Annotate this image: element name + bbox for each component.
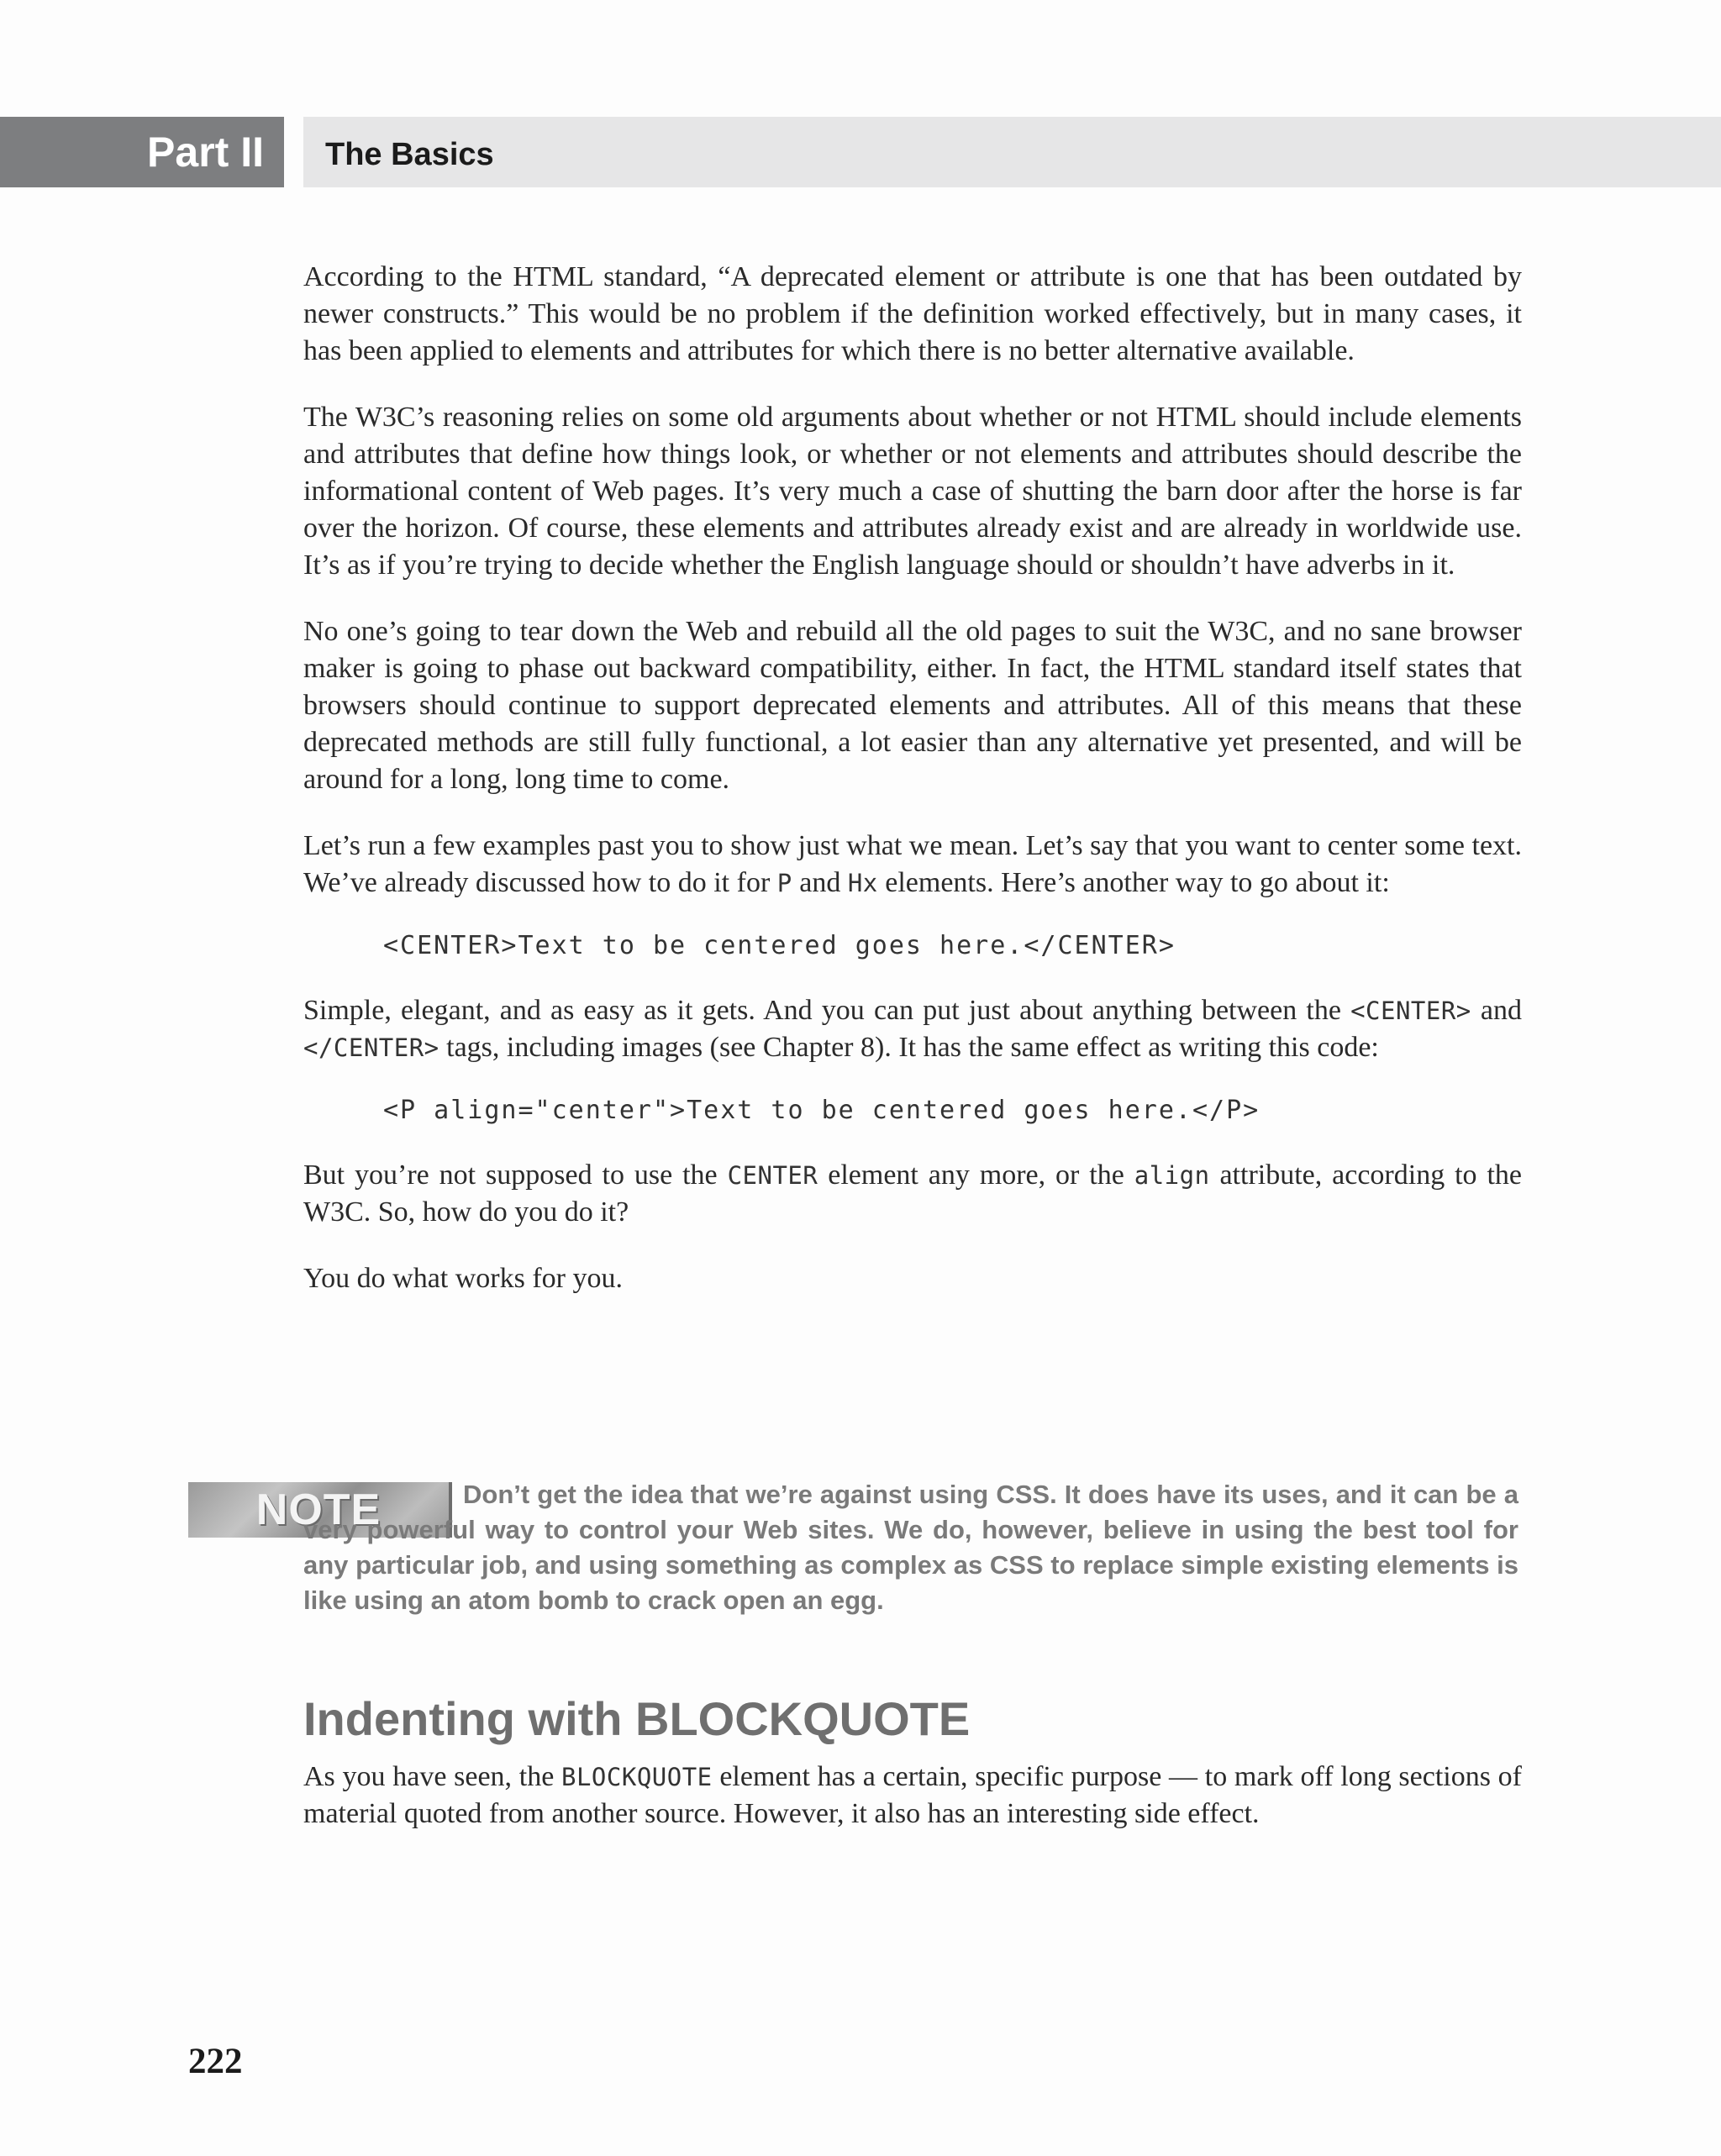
main-text xyxy=(303,259,1522,1327)
text-run: tags, including images (see Chapter 8). It has the same effect as writing this code: xyxy=(439,1032,1379,1063)
paragraph-w3c-reasoning: The W3C’s reasoning relies on some old arguments about whether or not HTML should include elements and attributes that define how things look, or whether or not elements and attributes should describe the informational content of Web pages. It’s very much a case of shutting the barn door after the horse is far over the horizon. Of course, these elements and attributes already exist and are already in worldwide use. It’s as if you’re trying to decide whether the English language should or shouldn’t have adverbs in it. xyxy=(303,402,1522,581)
section-heading: Indenting with BLOCKQUOTE xyxy=(303,1692,971,1745)
paragraph-not-supposed xyxy=(303,1157,1522,1231)
paragraph-deprecated-definition: According to the HTML standard, “A deprecated element or attribute is one that has been outdated by newer constructs.” This would be no problem if the definition worked effectively, but in many cases, it has been applied to elements and attributes for which there is no better alternative available. xyxy=(303,261,1522,366)
inline-code: BLOCKQUOTE xyxy=(561,1763,713,1791)
inline-code: P xyxy=(776,869,792,897)
inline-code: <CENTER> xyxy=(1350,996,1471,1025)
text-run: element any more, or the xyxy=(818,1160,1134,1191)
running-header xyxy=(303,117,1721,187)
inline-code: CENTER xyxy=(727,1161,818,1190)
code-example-align: <P align="center">Text to be centered goes here.</P> xyxy=(383,1096,1260,1125)
text-run: Let’s run a few examples past you to show just what we mean. Let’s say that you want to center some text. We’ve already discussed how to do it for xyxy=(303,830,1522,898)
text-run: attribute, according to the W3C. So, how do you do it? xyxy=(303,1160,1523,1228)
text-run: elements. Here’s another way to go about it: xyxy=(877,867,1390,898)
paragraph-what-works: You do what works for you. xyxy=(303,1263,623,1294)
part-label-tab xyxy=(0,117,284,187)
text-run: But you’re not supposed to use the xyxy=(303,1160,728,1191)
inline-code: </CENTER> xyxy=(303,1033,439,1062)
paragraph-backward-compatibility: No one’s going to tear down the Web and rebuild all the old pages to suit the W3C, and no sane browser maker is going to phase out backward compatibility, either. In fact, the HTML standard itself states that browsers should continue to support deprecated elements and attributes. All of this means that these deprecated methods are still fully functional, a lot easier than any alternative yet presented, and will be around for a long, long time to come. xyxy=(303,616,1522,795)
text-run: element has a certain, specific purpose — to mark off long sections of material quoted from another source. However, it also has an interesting side effect. xyxy=(303,1761,1522,1829)
page-number: 222 xyxy=(188,2042,243,2081)
text-run: and xyxy=(792,867,848,898)
note-text: Don’t get the idea that we’re against using CSS. It does have its uses, and it can be a very powerful way to control your Web sites. We do, however, believe in using the best tool for any particular job, and using something as complex as CSS to replace simple existing elements is like using an atom bomb to crack open an egg. xyxy=(303,1480,1518,1615)
text-run: Simple, elegant, and as easy as it gets. And you can put just about anything between the xyxy=(303,995,1351,1026)
text-run: As you have seen, the xyxy=(303,1761,562,1792)
paragraph-center-example xyxy=(303,828,1522,902)
part-label: Part II xyxy=(147,129,264,176)
code-example-center: <CENTER>Text to be centered goes here.</CENTER> xyxy=(383,931,1176,960)
note-badge-label: NOTE xyxy=(255,1486,382,1534)
inline-code: align xyxy=(1134,1161,1210,1190)
inline-code: Hx xyxy=(847,869,878,897)
paragraph-simple-elegant xyxy=(303,992,1522,1066)
section-title: The Basics xyxy=(325,137,494,172)
paragraph-blockquote-intro xyxy=(303,1759,1522,1833)
text-run: and xyxy=(1471,995,1523,1026)
